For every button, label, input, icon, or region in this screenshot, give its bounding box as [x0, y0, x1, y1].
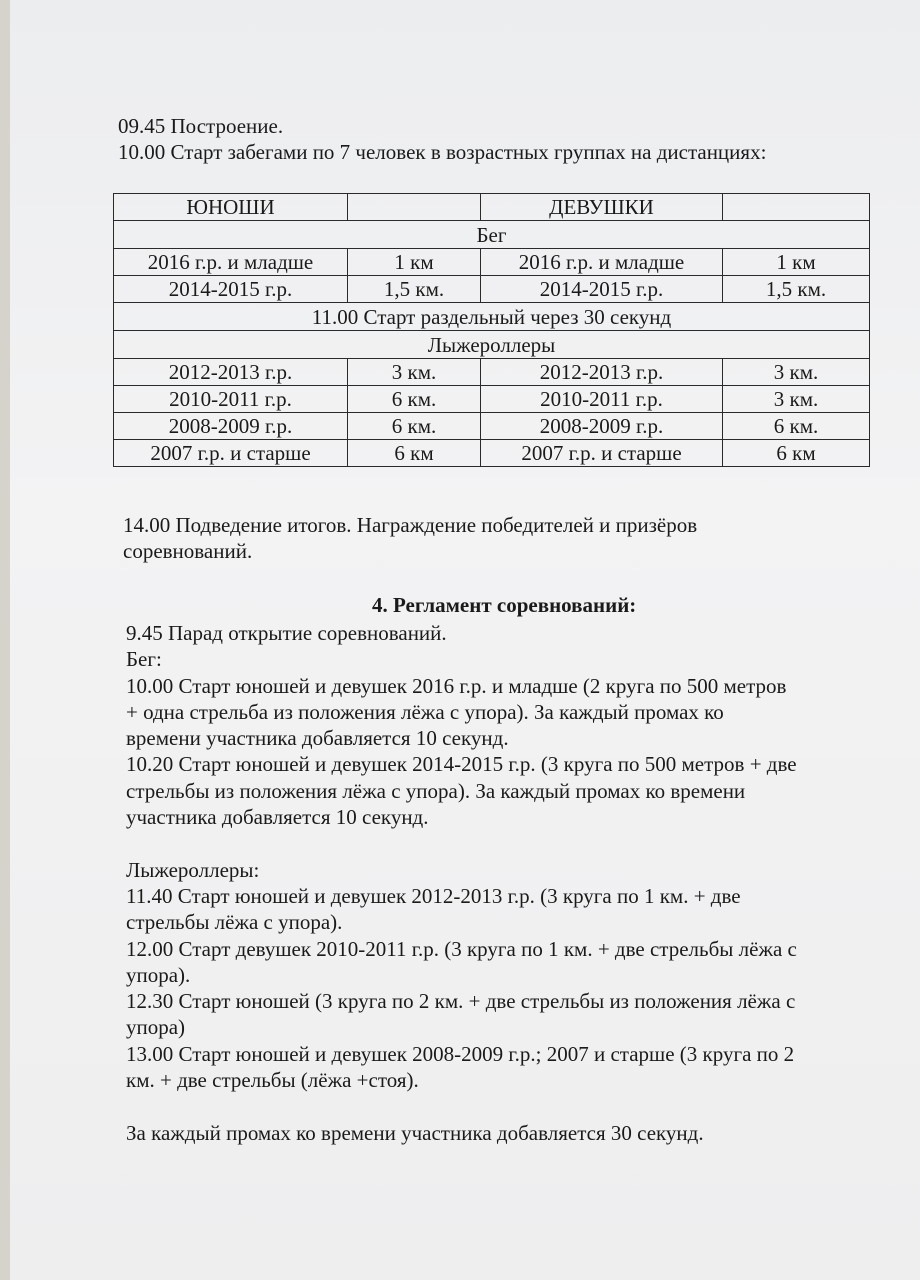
- regulation-line: 11.40 Старт юношей и девушек 2012-2013 г.р. (3 круга по 1 км. + две: [126, 883, 741, 908]
- regulation-line: За каждый промах ко времени участника добавляется 30 секунд.: [126, 1120, 704, 1145]
- cell-boys-group: 2016 г.р. и младше: [114, 249, 348, 276]
- cell-girls-distance: 6 км: [723, 440, 870, 467]
- intro-line-2: 10.00 Старт забегами по 7 человек в возрастных группах на дистанциях:: [118, 140, 767, 164]
- table-row: [114, 413, 870, 440]
- cell-boys-distance: 1 км: [348, 249, 481, 276]
- regulation-line: 12.30 Старт юношей (3 круга по 2 км. + две стрельбы из положения лёжа с: [126, 989, 796, 1014]
- regulation-line: км. + две стрельбы (лёжа +стоя).: [126, 1068, 419, 1093]
- regulation-line: стрельбы лёжа с упора).: [126, 910, 343, 935]
- regulation-line: 10.00 Старт юношей и девушек 2016 г.р. и младше (2 круга по 500 метров: [126, 673, 787, 698]
- cell-boys-distance: 6 км.: [348, 413, 481, 440]
- table-row: [114, 440, 870, 467]
- intro-block: [118, 113, 766, 165]
- regulation-line: упора).: [126, 962, 191, 987]
- results-line-2: соревнований.: [123, 539, 253, 563]
- cell-boys-group: 2007 г.р. и старше: [114, 440, 348, 467]
- cell-girls-distance: 3 км.: [723, 386, 870, 413]
- header-boys: ЮНОШИ: [114, 194, 348, 221]
- regulation-line: [126, 1093, 797, 1119]
- cell-boys-distance: 3 км.: [348, 359, 481, 386]
- cell-girls-group: 2012-2013 г.р.: [481, 359, 723, 386]
- regulation-line: стрельбы из положения лёжа с упора). За каждый промах ко времени: [126, 778, 746, 803]
- section-row: [114, 303, 870, 331]
- header-blank-1: [348, 194, 481, 221]
- intro-line-1: 09.45 Построение.: [118, 114, 284, 138]
- results-line-1: 14.00 Подведение итогов. Награждение победителей и призёров: [123, 513, 698, 537]
- regulation-line: + одна стрельба из положения лёжа с упора). За каждый промах ко: [126, 699, 724, 724]
- results-paragraph: [123, 512, 697, 564]
- section-row: [114, 331, 870, 359]
- cell-girls-group: 2014-2015 г.р.: [481, 276, 723, 303]
- cell-girls-distance: 3 км.: [723, 359, 870, 386]
- regulation-line: 13.00 Старт юношей и девушек 2008-2009 г.р.; 2007 и старше (3 круга по 2: [126, 1041, 795, 1066]
- table-row: [114, 386, 870, 413]
- regulation-line: 9.45 Парад открытие соревнований.: [126, 621, 447, 645]
- cell-girls-group: 2016 г.р. и младше: [481, 249, 723, 276]
- cell-boys-group: 2010-2011 г.р.: [114, 386, 348, 413]
- cell-boys-distance: 1,5 км.: [348, 276, 481, 303]
- header-girls: ДЕВУШКИ: [481, 194, 723, 221]
- regulation-line: Бег:: [126, 647, 162, 672]
- section-row: [114, 221, 870, 249]
- table-row: [114, 359, 870, 386]
- cell-boys-distance: 6 км: [348, 440, 481, 467]
- cell-girls-distance: 1,5 км.: [723, 276, 870, 303]
- table-row: [114, 249, 870, 276]
- cell-boys-group: 2014-2015 г.р.: [114, 276, 348, 303]
- section-title: Лыжероллеры: [114, 331, 870, 359]
- regulation-line: времени участника добавляется 10 секунд.: [126, 726, 509, 751]
- page-edge: [0, 0, 10, 1280]
- regulation-line: участника добавляется 10 секунд.: [126, 805, 429, 830]
- cell-girls-distance: 6 км.: [723, 413, 870, 440]
- cell-girls-group: 2008-2009 г.р.: [481, 413, 723, 440]
- table-header-row: [114, 194, 870, 221]
- cell-girls-group: 2007 г.р. и старше: [481, 440, 723, 467]
- regulation-line: 10.20 Старт юношей и девушек 2014-2015 г.р. (3 круга по 500 метров + две: [126, 752, 797, 777]
- regulation-body: [126, 620, 797, 1146]
- cell-boys-group: 2012-2013 г.р.: [114, 359, 348, 386]
- regulation-line: Лыжероллеры:: [126, 857, 260, 882]
- regulation-line: упора): [126, 1015, 186, 1040]
- table-row: [114, 276, 870, 303]
- distances-table: [113, 193, 870, 467]
- cell-boys-group: 2008-2009 г.р.: [114, 413, 348, 440]
- cell-girls-group: 2010-2011 г.р.: [481, 386, 723, 413]
- header-blank-2: [723, 194, 870, 221]
- section-heading: 4. Регламент соревнований:: [372, 593, 637, 617]
- section-title: 11.00 Старт раздельный через 30 секунд: [114, 303, 870, 331]
- cell-girls-distance: 1 км: [723, 249, 870, 276]
- section-title: Бег: [114, 221, 870, 249]
- cell-boys-distance: 6 км.: [348, 386, 481, 413]
- regulation-line: [126, 830, 797, 856]
- regulation-line: 12.00 Старт девушек 2010-2011 г.р. (3 круга по 1 км. + две стрельбы лёжа с: [126, 936, 797, 961]
